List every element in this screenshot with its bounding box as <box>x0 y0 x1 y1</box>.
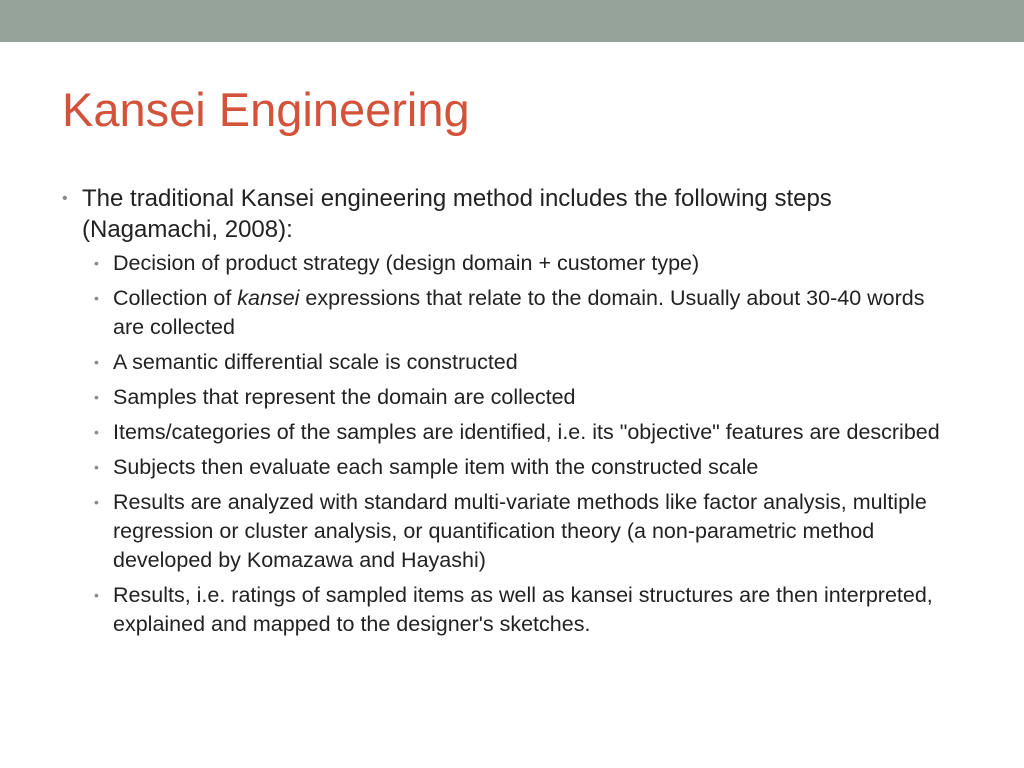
list-item <box>94 581 953 639</box>
list-item <box>94 418 953 447</box>
list-item <box>94 383 953 412</box>
bullet-dot-icon: • <box>94 494 99 510</box>
bullet-dot-icon: • <box>94 255 99 271</box>
bullet-dot-icon: • <box>94 459 99 475</box>
bullet-dot-icon: • <box>94 354 99 370</box>
step-text-suffix: expressions that relate to the domain. Usually about 30-40 words are collected <box>113 286 925 339</box>
main-bullet <box>62 183 962 245</box>
list-item <box>94 348 953 377</box>
list-item <box>94 284 953 342</box>
list-item <box>94 488 953 575</box>
step-text: Subjects then evaluate each sample item with the constructed scale <box>113 455 759 479</box>
slide-title: Kansei Engineering <box>62 83 470 136</box>
main-bullet-text: The traditional Kansei engineering method includes the following steps (Nagamachi, 2008): <box>82 185 832 243</box>
bullet-dot-icon: • <box>94 587 99 603</box>
step-text: A semantic differential scale is constructed <box>113 350 518 374</box>
list-item <box>94 453 953 482</box>
slide-body <box>62 183 962 645</box>
step-text: Decision of product strategy (design domain + customer type) <box>113 251 700 275</box>
bullet-dot-icon: • <box>94 290 99 306</box>
step-text-emphasis: kansei <box>237 286 300 310</box>
step-text-prefix: Collection of <box>113 286 238 310</box>
step-text: Results, i.e. ratings of sampled items as well as kansei structures are then interpreted, explained and mapped to the designer's sketches. <box>113 583 933 636</box>
bullet-dot-icon: • <box>94 389 99 405</box>
step-text: Items/categories of the samples are identified, i.e. its "objective" features are described <box>113 420 940 444</box>
steps-list <box>62 249 962 639</box>
step-text: Samples that represent the domain are collected <box>113 385 576 409</box>
step-text: Results are analyzed with standard multi-variate methods like factor analysis, multiple regression or cluster analysis, or quantification theory (a non-parametric method developed by Komazawa and Hayashi) <box>113 490 927 572</box>
list-item <box>94 249 953 278</box>
top-accent-band <box>0 0 1024 42</box>
bullet-dot-icon: • <box>94 424 99 440</box>
bullet-dot-icon: • <box>62 190 68 207</box>
